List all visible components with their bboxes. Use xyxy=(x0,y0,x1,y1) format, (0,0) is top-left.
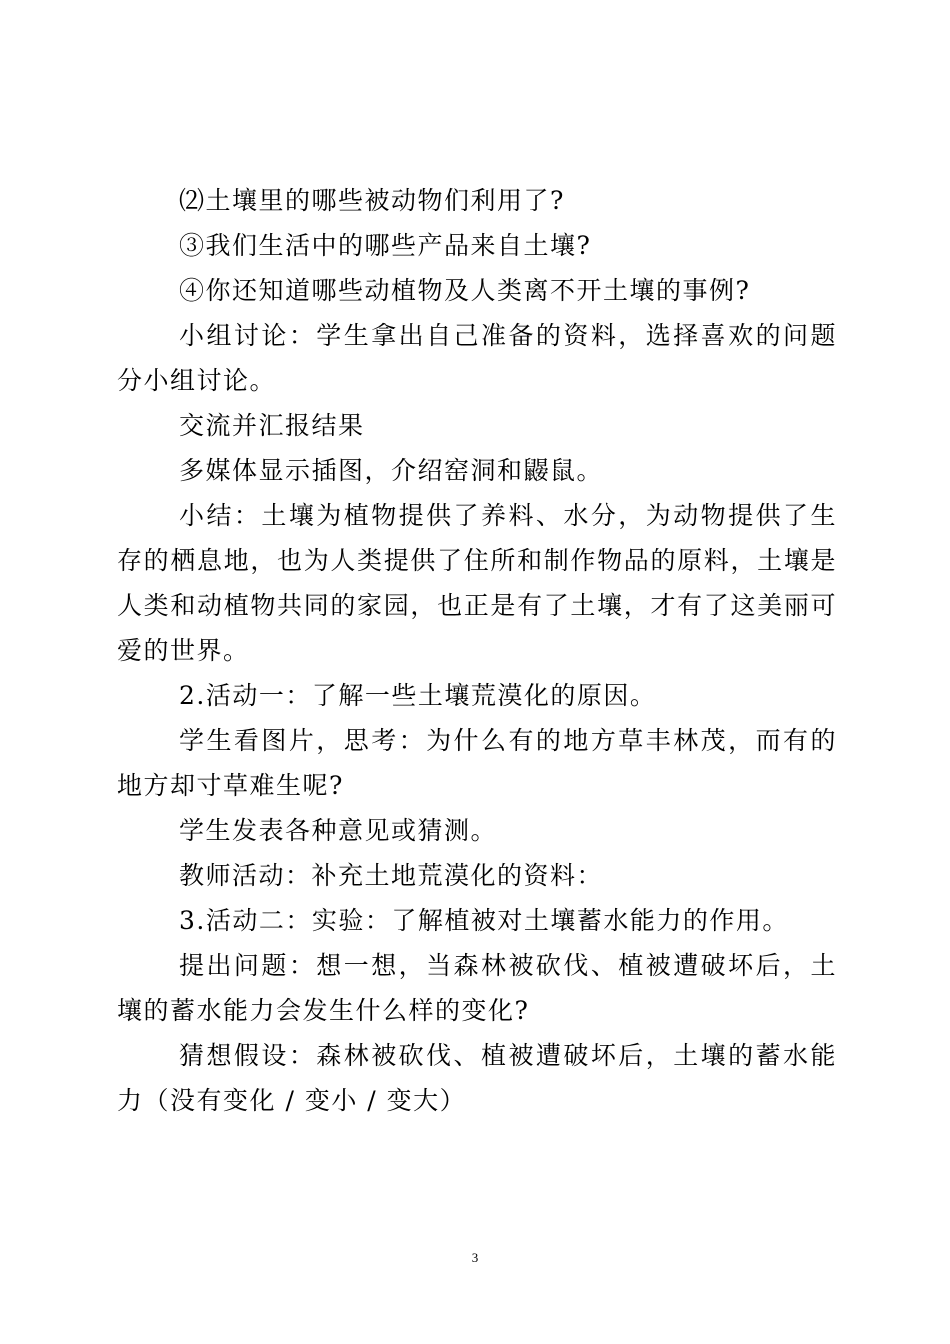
paragraph-students-think: 学生看图片，思考：为什么有的地方草丰林茂，而有的地方却寸草难生呢? xyxy=(117,726,837,800)
paragraph-hypothesis: 猜想假设：森林被砍伐、植被遭破坏后，土壤的蓄水能力（没有变化 / 变小 / 变大） xyxy=(117,1041,837,1115)
paragraph-multimedia: 多媒体显示插图，介绍窑洞和鼹鼠。 xyxy=(179,456,604,485)
page-number: 3 xyxy=(471,1250,479,1265)
paragraph-activity-1: 2.活动一：了解一些土壤荒漠化的原因。 xyxy=(179,681,657,710)
paragraph-teacher-activity: 教师活动：补充土地荒漠化的资料： xyxy=(179,861,604,890)
paragraph-question-4: ④你还知道哪些动植物及人类离不开土壤的事例? xyxy=(179,276,751,305)
paragraph-students-opinions: 学生发表各种意见或猜测。 xyxy=(179,816,498,845)
paragraph-summary: 小结：土壤为植物提供了养料、水分，为动物提供了生存的栖息地，也为人类提供了住所和制作物品的原料，土壤是人类和动植物共同的家园，也正是有了土壤，才有了这美丽可爱的世界。 xyxy=(117,501,837,665)
paragraph-question-3: ③我们生活中的哪些产品来自土壤? xyxy=(179,231,592,260)
paragraph-raise-question: 提出问题：想一想，当森林被砍伐、植被遭破坏后，土壤的蓄水能力会发生什么样的变化? xyxy=(117,951,837,1025)
paragraph-group-discussion: 小组讨论：学生拿出自己准备的资料，选择喜欢的问题分小组讨论。 xyxy=(117,321,837,395)
paragraph-activity-2: 3.活动二：实验：了解植被对土壤蓄水能力的作用。 xyxy=(179,906,789,935)
document-body xyxy=(117,178,837,1123)
paragraph-question-2: ⑵土壤里的哪些被动物们利用了? xyxy=(179,186,565,215)
paragraph-report-results: 交流并汇报结果 xyxy=(179,411,365,440)
